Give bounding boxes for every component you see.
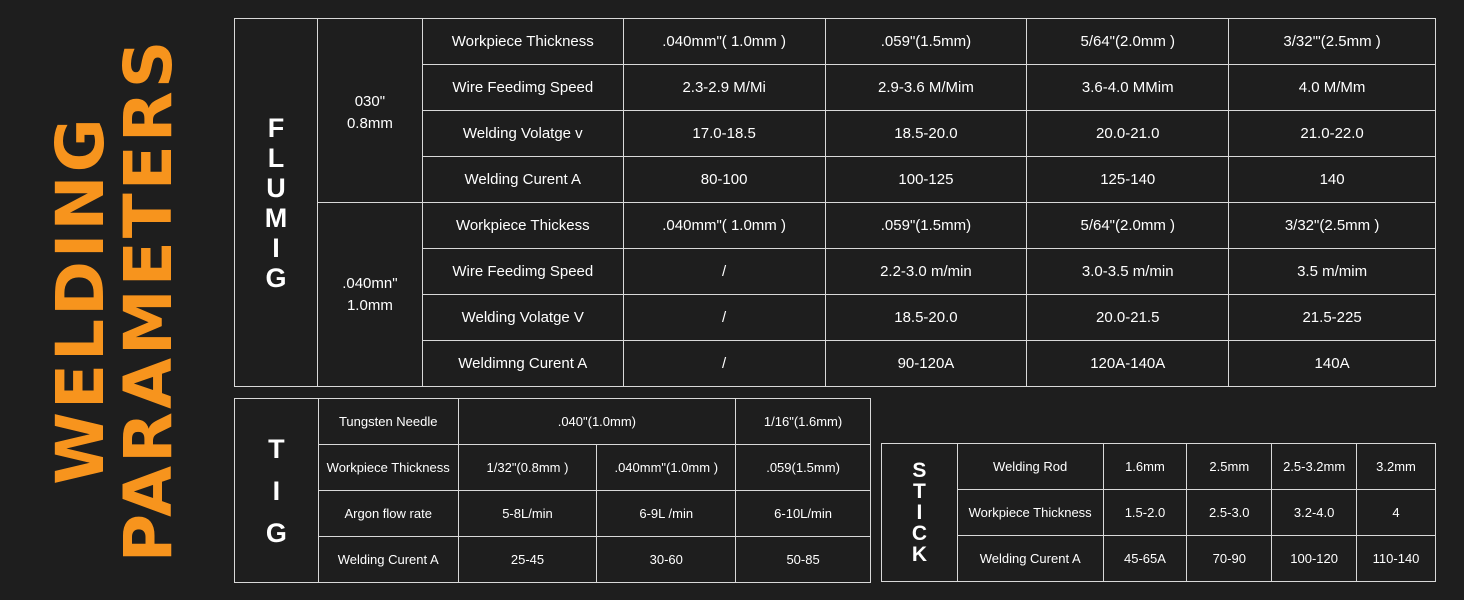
label-letter: C bbox=[911, 522, 927, 545]
table-cell: 1/32"(0.8mm ) bbox=[458, 445, 597, 491]
table-row bbox=[235, 399, 871, 445]
table-cell: 80-100 bbox=[623, 157, 825, 203]
table-cell: 1.6mm bbox=[1103, 444, 1187, 490]
row-label: Workpiece Thickness bbox=[957, 490, 1103, 536]
table-cell: 21.0-22.0 bbox=[1229, 111, 1436, 157]
table-cell: 2.9-3.6 M/Mim bbox=[825, 65, 1027, 111]
table-row bbox=[882, 444, 1436, 490]
stick-table bbox=[881, 443, 1436, 582]
title-line-1: WELDING bbox=[42, 115, 119, 485]
table-cell: .040mm"( 1.0mm ) bbox=[623, 19, 825, 65]
label-letter: U bbox=[266, 172, 286, 203]
table-cell: 3.0-3.5 m/min bbox=[1027, 249, 1229, 295]
table-cell: 18.5-20.0 bbox=[825, 111, 1027, 157]
table-cell: 140 bbox=[1229, 157, 1436, 203]
tig-table bbox=[234, 398, 871, 583]
wire-size-cell bbox=[317, 203, 422, 387]
table-cell: 5-8L/min bbox=[458, 491, 597, 537]
table-cell: 2.5-3.2mm bbox=[1272, 444, 1357, 490]
wire-size-inch: 030" bbox=[354, 93, 386, 110]
table-cell: .040mm"(1.0mm ) bbox=[597, 445, 736, 491]
label-letter: K bbox=[911, 543, 927, 566]
label-letter: L bbox=[267, 142, 285, 173]
table-cell: 21.5-225 bbox=[1229, 295, 1436, 341]
table-row bbox=[235, 537, 871, 583]
table-cell: 3.2mm bbox=[1357, 444, 1436, 490]
table-cell: 120A-140A bbox=[1027, 341, 1229, 387]
table-row bbox=[235, 203, 1436, 249]
row-label: Workpiece Thickness bbox=[318, 445, 458, 491]
table-cell: 140A bbox=[1229, 341, 1436, 387]
table-cell: 4.0 M/Mm bbox=[1229, 65, 1436, 111]
table-cell: 5/64"(2.0mm ) bbox=[1027, 19, 1229, 65]
label-letter: G bbox=[265, 262, 287, 293]
table-cell: .059(1.5mm) bbox=[736, 445, 871, 491]
table-cell: 5/64"(2.0mm ) bbox=[1027, 203, 1229, 249]
label-letter: I bbox=[272, 475, 281, 506]
title-area bbox=[0, 0, 230, 600]
table-cell: 1/16"(1.6mm) bbox=[736, 399, 871, 445]
wire-size-mm: 1.0mm bbox=[346, 296, 393, 314]
table-cell: 125-140 bbox=[1027, 157, 1229, 203]
table-row bbox=[235, 445, 871, 491]
table-cell: 17.0-18.5 bbox=[623, 111, 825, 157]
table-cell: / bbox=[623, 295, 825, 341]
wire-size-inch: .040mn" bbox=[342, 274, 398, 292]
label-letter: T bbox=[268, 433, 285, 464]
row-label: Welding Volatge V bbox=[422, 295, 623, 341]
table-cell: .059"(1.5mm) bbox=[825, 203, 1027, 249]
row-label: Welding Curent A bbox=[318, 537, 458, 583]
table-cell: 18.5-20.0 bbox=[825, 295, 1027, 341]
table-cell: 3/32"(2.5mm ) bbox=[1229, 203, 1436, 249]
row-label: Wire Feedimg Speed bbox=[422, 65, 623, 111]
table-cell: 20.0-21.5 bbox=[1027, 295, 1229, 341]
label-letter: S bbox=[912, 459, 927, 482]
table-cell: 4 bbox=[1357, 490, 1436, 536]
table-cell: 3/32'"(2.5mm ) bbox=[1229, 19, 1436, 65]
table-cell: / bbox=[623, 341, 825, 387]
label-letter: F bbox=[267, 112, 285, 143]
flux-mig-table bbox=[234, 18, 1436, 387]
table-cell: 2.5-3.0 bbox=[1187, 490, 1272, 536]
label-letter: T bbox=[912, 480, 926, 503]
table-cell: 1.5-2.0 bbox=[1103, 490, 1187, 536]
row-label: Workpiece Thickess bbox=[422, 203, 623, 249]
table-cell: 2.3-2.9 M/Mi bbox=[623, 65, 825, 111]
table-cell: 45-65A bbox=[1103, 536, 1187, 582]
table-cell: 70-90 bbox=[1187, 536, 1272, 582]
table-cell: 25-45 bbox=[458, 537, 597, 583]
row-label: Wire Feedimg Speed bbox=[422, 249, 623, 295]
table-cell: .040"(1.0mm) bbox=[458, 399, 736, 445]
title-line-2: PARAMETERS bbox=[110, 37, 187, 563]
table-cell: 90-120A bbox=[825, 341, 1027, 387]
table-cell: 2.5mm bbox=[1187, 444, 1272, 490]
label-letter: I bbox=[916, 501, 923, 524]
table-cell: 6-10L/min bbox=[736, 491, 871, 537]
row-label: Welding Curent A bbox=[957, 536, 1103, 582]
label-letter: M bbox=[264, 202, 288, 233]
table-cell: 3.6-4.0 MMim bbox=[1027, 65, 1229, 111]
table-cell: 100-125 bbox=[825, 157, 1027, 203]
table-cell: 30-60 bbox=[597, 537, 736, 583]
table-cell: / bbox=[623, 249, 825, 295]
table-row bbox=[235, 19, 1436, 65]
table-row bbox=[882, 536, 1436, 582]
row-label: Weldimng Curent A bbox=[422, 341, 623, 387]
flux-mig-label bbox=[235, 19, 318, 387]
table-row bbox=[235, 491, 871, 537]
label-letter: G bbox=[265, 517, 287, 548]
row-label: Tungsten Needle bbox=[318, 399, 458, 445]
wire-size-mm: 0.8mm bbox=[346, 115, 393, 132]
table-cell: .059"(1.5mm) bbox=[825, 19, 1027, 65]
table-cell: .040mm"( 1.0mm ) bbox=[623, 203, 825, 249]
row-label: Welding Curent A bbox=[422, 157, 623, 203]
table-cell: 3.5 m/mim bbox=[1229, 249, 1436, 295]
row-label: Welding Rod bbox=[957, 444, 1103, 490]
table-cell: 6-9L /min bbox=[597, 491, 736, 537]
table-cell: 20.0-21.0 bbox=[1027, 111, 1229, 157]
table-cell: 100-120 bbox=[1272, 536, 1357, 582]
row-label: Argon flow rate bbox=[318, 491, 458, 537]
table-row bbox=[882, 490, 1436, 536]
table-cell: 3.2-4.0 bbox=[1272, 490, 1357, 536]
table-cell: 110-140 bbox=[1357, 536, 1436, 582]
stick-label bbox=[882, 444, 958, 582]
page-title bbox=[42, 37, 187, 563]
wire-size-cell bbox=[317, 19, 422, 203]
row-label: Welding Volatge v bbox=[422, 111, 623, 157]
table-cell: 50-85 bbox=[736, 537, 871, 583]
table-cell: 2.2-3.0 m/min bbox=[825, 249, 1027, 295]
row-label: Workpiece Thickness bbox=[422, 19, 623, 65]
label-letter: I bbox=[272, 232, 280, 263]
tig-label bbox=[235, 399, 319, 583]
